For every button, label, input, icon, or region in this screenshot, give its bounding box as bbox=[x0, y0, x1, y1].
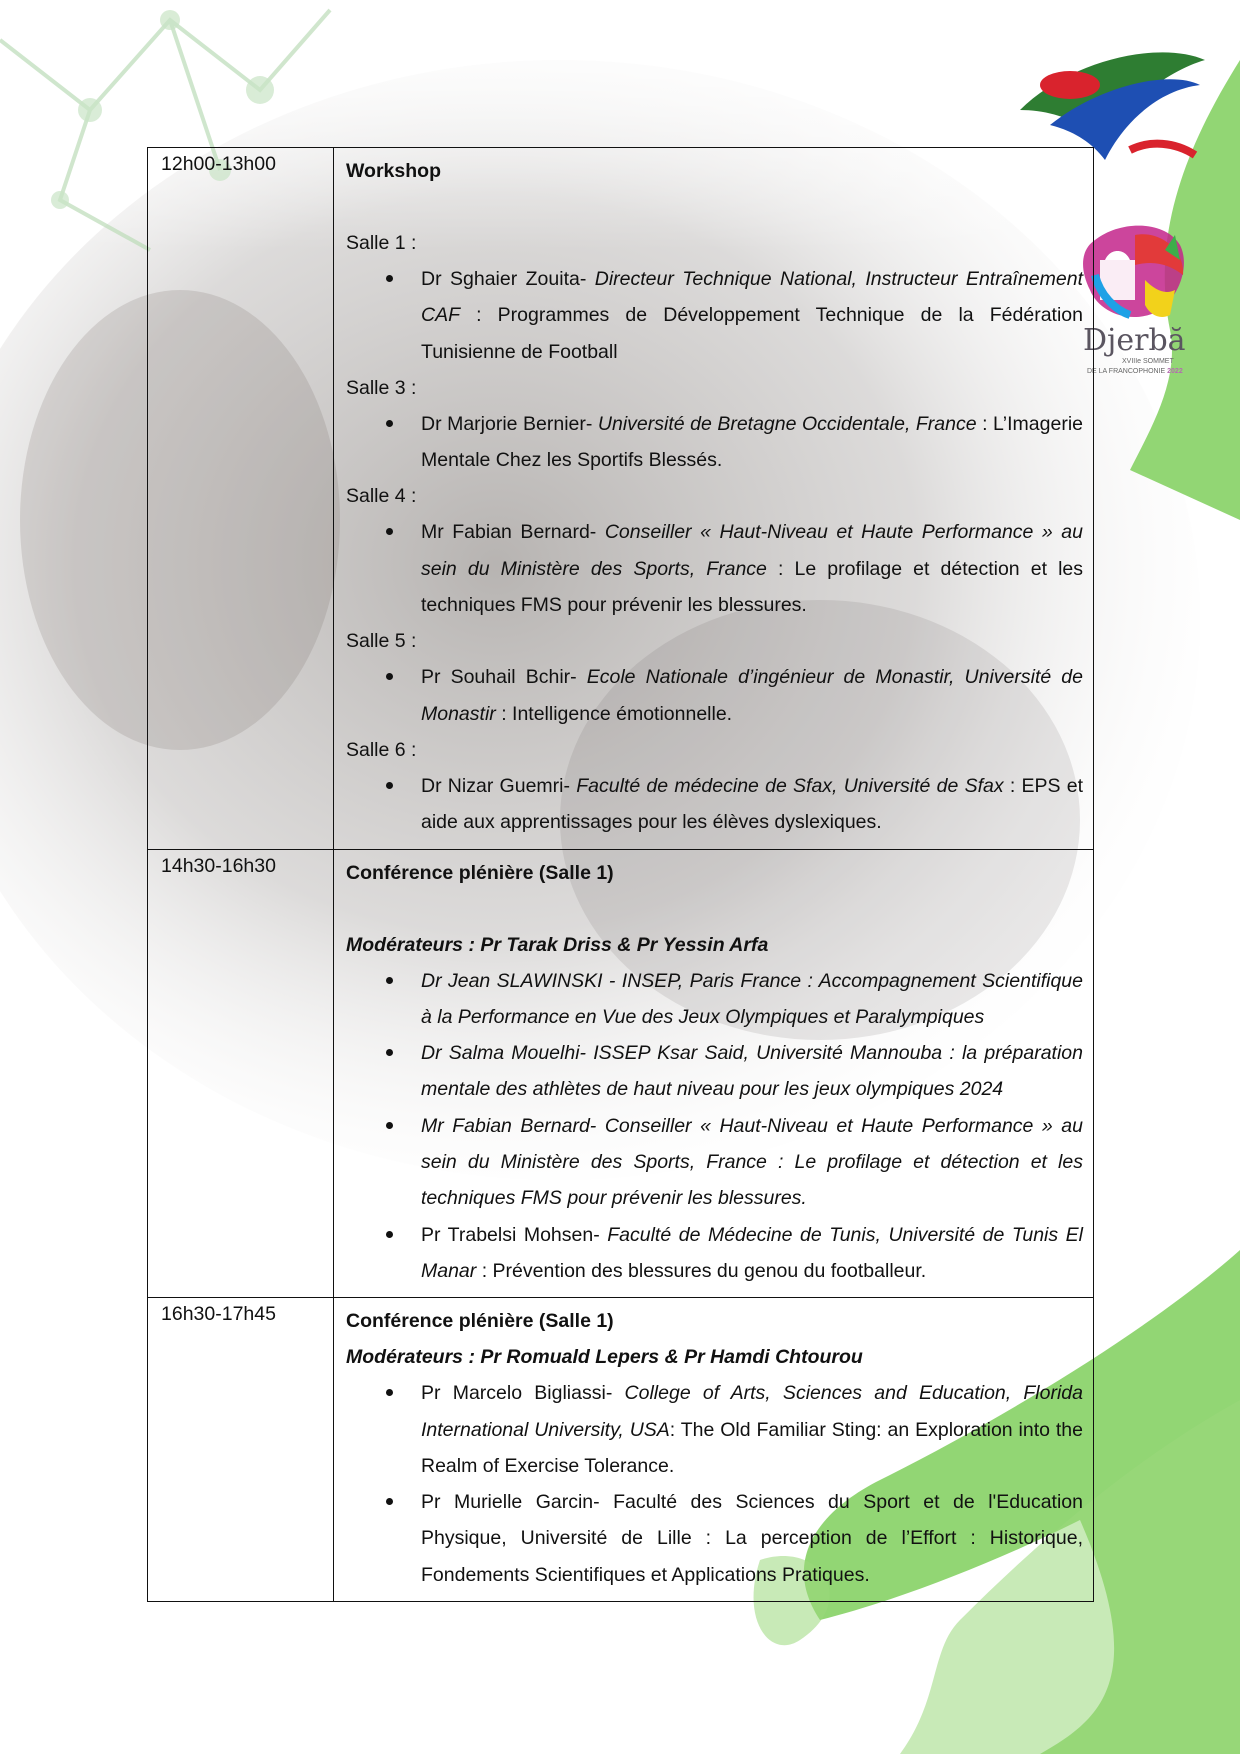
moderators: Modérateurs : Pr Romuald Lepers & Pr Hamdi Chtourou bbox=[346, 1346, 863, 1369]
list-item: Mr Fabian Bernard- Conseiller « Haut-Niveau et Haute Performance » au sein du Ministère des Sports, France : Le profilage et détection et les techniques FMS pour prévenir les blessures. bbox=[346, 514, 1083, 623]
session-cell bbox=[334, 849, 1094, 1298]
room-label: Salle 1 : bbox=[346, 232, 417, 254]
talk-list bbox=[346, 261, 1083, 370]
talk-list bbox=[346, 514, 1083, 623]
session-cell bbox=[334, 148, 1094, 850]
table-row bbox=[148, 849, 1094, 1298]
list-item: Dr Nizar Guemri- Faculté de médecine de Sfax, Université de Sfax : EPS et aide aux apprentissages pour les élèves dyslexiques. bbox=[346, 768, 1083, 841]
list-item: Dr Sghaier Zouita- Directeur Technique National, Instructeur Entraînement CAF : Programmes de Développement Technique de la Fédération Tunisienne de Football bbox=[346, 261, 1083, 370]
talk-list bbox=[346, 1375, 1083, 1593]
time-slot: 12h00-13h00 bbox=[148, 148, 334, 850]
table-row bbox=[148, 1298, 1094, 1602]
session-cell bbox=[334, 1298, 1094, 1602]
time-slot: 14h30-16h30 bbox=[148, 849, 334, 1298]
talk-list bbox=[346, 659, 1083, 732]
djerba-logo-summit: XVIIIe SOMMET bbox=[1122, 358, 1174, 365]
session-title: Workshop bbox=[346, 160, 441, 182]
talk-list bbox=[346, 963, 1083, 1290]
session-title: Conférence plénière (Salle 1) bbox=[346, 861, 614, 884]
programme-table bbox=[147, 147, 1094, 1602]
list-item: Pr Marcelo Bigliassi- College of Arts, Sciences and Education, Florida International University, USA: The Old Familiar Sting: an Exploration into the Realm of Exercise Tolerance. bbox=[346, 1375, 1083, 1484]
list-item: Pr Murielle Garcin- Faculté des Sciences du Sport et de l'Education Physique, Université de Lille : La perception de l’Effort : Historique, Fondements Scientifiques et Applications Pratiques. bbox=[346, 1484, 1083, 1593]
room-label: Salle 5 : bbox=[346, 630, 417, 653]
room-label: Salle 4 : bbox=[346, 485, 417, 508]
list-item: Dr Salma Mouelhi- ISSEP Ksar Said, Université Mannouba : la préparation mentale des athlètes de haut niveau pour les jeux olympiques 2024 bbox=[346, 1035, 1083, 1108]
room-label: Salle 6 : bbox=[346, 738, 417, 761]
list-item: Dr Marjorie Bernier- Université de Bretagne Occidentale, France : L’Imagerie Mentale Chez les Sportifs Blessés. bbox=[346, 406, 1083, 479]
time-slot: 16h30-17h45 bbox=[148, 1298, 334, 1602]
djerba-logo-francophonie: DE LA FRANCOPHONIE 2022 bbox=[1087, 368, 1183, 375]
table-row bbox=[148, 148, 1094, 850]
moderators: Modérateurs : Pr Tarak Driss & Pr Yessin Arfa bbox=[346, 933, 769, 956]
talk-list bbox=[346, 768, 1083, 841]
list-item: Pr Trabelsi Mohsen- Faculté de Médecine de Tunis, Université de Tunis El Manar : Prévention des blessures du genou du footballeur. bbox=[346, 1217, 1083, 1290]
djerba-logo-title: Djerbă bbox=[1083, 323, 1186, 358]
list-item: Pr Souhail Bchir- Ecole Nationale d’ingénieur de Monastir, Université de Monastir : Intelligence émotionnelle. bbox=[346, 659, 1083, 732]
session-title: Conférence plénière (Salle 1) bbox=[346, 1310, 614, 1333]
list-item: Mr Fabian Bernard- Conseiller « Haut-Niveau et Haute Performance » au sein du Ministère des Sports, France : Le profilage et détection et les techniques FMS pour prévenir les blessures. bbox=[346, 1108, 1083, 1217]
room-label: Salle 3 : bbox=[346, 376, 417, 399]
talk-list bbox=[346, 406, 1083, 479]
list-item: Dr Jean SLAWINSKI - INSEP, Paris France : Accompagnement Scientifique à la Performance en Vue des Jeux Olympiques et Paralympiques bbox=[346, 963, 1083, 1036]
